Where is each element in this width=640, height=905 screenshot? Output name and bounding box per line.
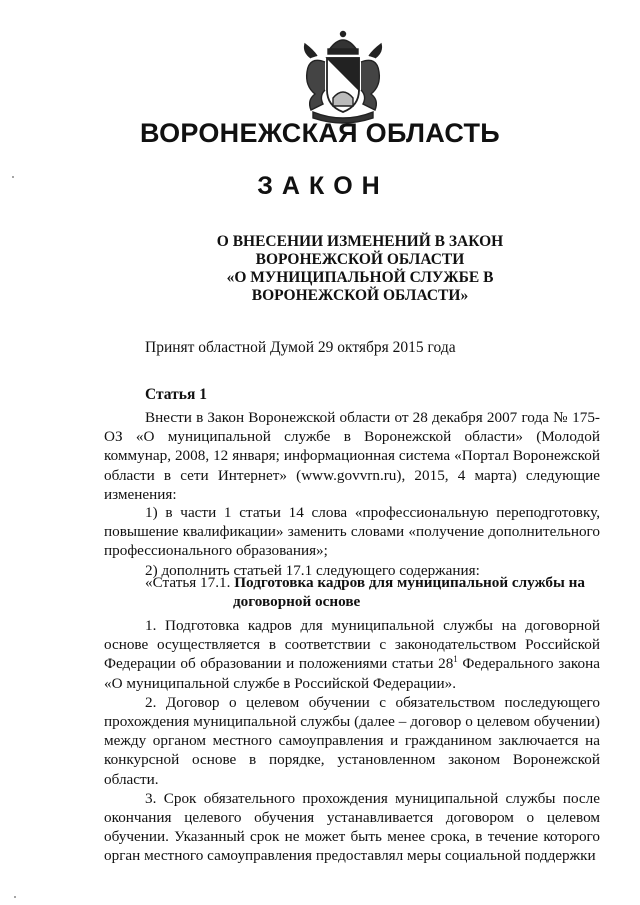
scan-speck	[12, 176, 14, 178]
paragraph: Внести в Закон Воронежской области от 28 декабря 2007 года № 175-ОЗ «О муниципальной службе в Воронежской области» (Молодой коммунар, 2008, 12 января; информационная система «Портал Воронежской области в сети Интернет» (www.govvrn.ru), 2015, 4 марта) следующие изменения:	[104, 409, 600, 503]
point-text: Федерального закона «О муниципальной службе в Российской Федерации».	[104, 655, 600, 692]
superscript: 1	[453, 654, 458, 665]
subject-line: О ВНЕСЕНИИ ИЗМЕНЕНИЙ В ЗАКОН	[216, 233, 504, 250]
law-type-title: ЗАКОН	[257, 172, 389, 200]
coat-of-arms-icon	[297, 28, 389, 128]
new-article-title-continued: договорной основе	[233, 593, 361, 611]
new-article-number: «Статья 17.1.	[145, 574, 231, 591]
article-heading: Статья 1	[145, 386, 207, 403]
amendment-list	[104, 503, 600, 580]
scan-speck	[14, 896, 16, 898]
article-point: 3. Срок обязательного прохождения муниципальной службы после окончания целевого обучения устанавливается договором о целевом обучении. Указанный срок не может быть менее срока, в течение которого орган местного самоуправления предоставлял меры социальной поддержки	[104, 789, 600, 865]
new-article-body	[104, 616, 600, 866]
new-article-heading	[104, 573, 600, 611]
subject-line: ВОРОНЕЖСКОЙ ОБЛАСТИ»	[251, 287, 469, 304]
region-title: ВОРОНЕЖСКАЯ ОБЛАСТЬ	[139, 118, 501, 148]
new-article-title: Подготовка кадров для муниципальной службы на	[234, 574, 585, 591]
article-intro	[104, 408, 600, 504]
article-point	[104, 616, 600, 693]
new-article-title-line	[104, 573, 600, 592]
law-subject-title	[170, 233, 550, 305]
point-text: 1. Подготовка кадров для муниципальной службы на договорной основе осуществляется в соответствии с законодательством Российской Федерации об образовании и положениями статьи 28	[104, 617, 600, 673]
amendment-item: 2) дополнить статьей 17.1 следующего содержания:	[145, 561, 480, 579]
subject-line: «О МУНИЦИПАЛЬНОЙ СЛУЖБЕ В	[226, 269, 494, 286]
amendment-item: 1) в части 1 статьи 14 слова «профессиональную переподготовку, повышение квалификации» заменить словами «получение дополнительного профессионального образования»;	[104, 504, 600, 560]
adoption-date: Принят областной Думой 29 октября 2015 года	[145, 339, 456, 356]
article-point: 2. Договор о целевом обучении с обязательством последующего прохождения муниципальной службы (далее – договор о целевом обучении) между органом местного самоуправления и гражданином заключается на конкурсной основе в порядке, установленном законом Воронежской области.	[104, 693, 600, 788]
subject-line: ВОРОНЕЖСКОЙ ОБЛАСТИ	[255, 251, 465, 268]
